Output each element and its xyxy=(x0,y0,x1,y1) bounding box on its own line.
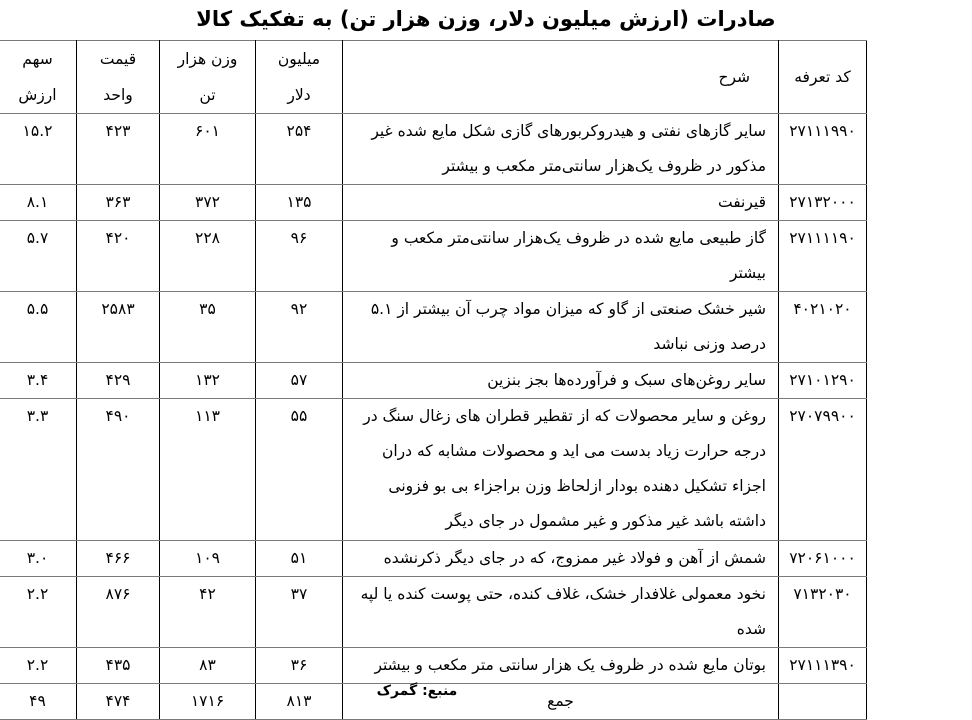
row-code: ۲۷۱۰۱۲۹۰ xyxy=(779,363,867,399)
row-unit-price: ۴۳۵ xyxy=(77,648,160,684)
row-value-musd: ۵۷ xyxy=(256,363,343,399)
table-row xyxy=(0,114,867,185)
table-row xyxy=(0,541,867,577)
row-code: ۷۱۳۲۰۳۰ xyxy=(779,577,867,648)
row-weight-kt: ۱۱۳ xyxy=(160,399,256,541)
row-weight-kt: ۸۳ xyxy=(160,648,256,684)
total-unit-price: ۴۷۴ xyxy=(77,684,160,720)
row-value-share: ۲.۲ xyxy=(0,648,77,684)
header-weight-kt: وزن هزار تن xyxy=(160,41,256,114)
table-row xyxy=(0,221,867,292)
row-value-musd: ۵۱ xyxy=(256,541,343,577)
row-code: ۲۷۰۷۹۹۰۰ xyxy=(779,399,867,541)
row-unit-price: ۴۲۰ xyxy=(77,221,160,292)
row-value-musd: ۱۳۵ xyxy=(256,185,343,221)
row-value-share: ۱۵.۲ xyxy=(0,114,77,185)
row-value-musd: ۲۵۴ xyxy=(256,114,343,185)
row-description: شیر خشک صنعتی از گاو که میزان مواد چرب آن بیشتر از ۵.۱ درصد وزنی نباشد xyxy=(343,292,779,363)
total-value-musd: ۸۱۳ xyxy=(256,684,343,720)
table-row xyxy=(0,185,867,221)
row-code: ۲۷۱۱۱۳۹۰ xyxy=(779,648,867,684)
table-row xyxy=(0,363,867,399)
row-weight-kt: ۱۳۲ xyxy=(160,363,256,399)
header-row xyxy=(0,41,867,114)
row-unit-price: ۸۷۶ xyxy=(77,577,160,648)
header-value-share: سهم ارزش xyxy=(0,41,77,114)
row-description: سایر روغن‌های سبک و فرآورده‌ها بجز بنزین xyxy=(343,363,779,399)
row-description: قیرنفت xyxy=(343,185,779,221)
table-row xyxy=(0,399,867,541)
row-value-musd: ۵۵ xyxy=(256,399,343,541)
row-unit-price: ۳۶۳ xyxy=(77,185,160,221)
row-description: شمش از آهن و فولاد غیر ممزوج، که در جای دیگر ذکرنشده xyxy=(343,541,779,577)
table-row xyxy=(0,292,867,363)
row-value-musd: ۳۷ xyxy=(256,577,343,648)
row-unit-price: ۴۶۶ xyxy=(77,541,160,577)
row-weight-kt: ۳۷۲ xyxy=(160,185,256,221)
row-value-musd: ۹۲ xyxy=(256,292,343,363)
row-description: روغن و سایر محصولات که از تقطیر قطران های زغال سنگ در درجه حرارت زیاد بدست می اید و محصولات مشابه که دران اجزاء تشکیل دهنده بودار ازلحاظ وزن براجزاء بی بو فزونی داشته باشد غیر مذکور و غیر مشمول در جای دیگر xyxy=(343,399,779,541)
source-note: منبع: گمرک xyxy=(376,683,458,699)
row-value-share: ۵.۵ xyxy=(0,292,77,363)
row-unit-price: ۲۵۸۳ xyxy=(77,292,160,363)
row-value-share: ۳.۴ xyxy=(0,363,77,399)
row-description: سایر گازهای نفتی و هیدروکربورهای گازی شکل مایع شده غیر مذکور در ظروف یک‌هزار سانتی‌متر مکعب و بیشتر xyxy=(343,114,779,185)
header-code: کد تعرفه xyxy=(779,41,867,114)
row-weight-kt: ۱۰۹ xyxy=(160,541,256,577)
row-code: ۲۷۱۱۱۹۹۰ xyxy=(779,114,867,185)
row-value-musd: ۹۶ xyxy=(256,221,343,292)
table-row xyxy=(0,648,867,684)
row-description: بوتان مایع شده در ظروف یک هزار سانتی متر مکعب و بیشتر xyxy=(343,648,779,684)
row-unit-price: ۴۲۹ xyxy=(77,363,160,399)
row-unit-price: ۴۲۳ xyxy=(77,114,160,185)
header-unit-price: قیمت واحد xyxy=(77,41,160,114)
row-weight-kt: ۴۲ xyxy=(160,577,256,648)
table-row xyxy=(0,577,867,648)
row-unit-price: ۴۹۰ xyxy=(77,399,160,541)
row-code: ۲۷۱۱۱۱۹۰ xyxy=(779,221,867,292)
row-value-share: ۸.۱ xyxy=(0,185,77,221)
row-description: گاز طبیعی مایع شده در ظروف یک‌هزار سانتی‌متر مکعب و بیشتر xyxy=(343,221,779,292)
row-value-share: ۳.۰ xyxy=(0,541,77,577)
row-value-share: ۳.۳ xyxy=(0,399,77,541)
header-description: شرح xyxy=(343,41,779,114)
header-value-musd: میلیون دلار xyxy=(256,41,343,114)
total-label: جمع xyxy=(343,684,779,720)
exports-table xyxy=(0,40,867,720)
row-code: ۴۰۲۱۰۲۰ xyxy=(779,292,867,363)
total-weight-kt: ۱۷۱۶ xyxy=(160,684,256,720)
row-weight-kt: ۶۰۱ xyxy=(160,114,256,185)
row-value-musd: ۳۶ xyxy=(256,648,343,684)
row-code: ۲۷۱۳۲۰۰۰ xyxy=(779,185,867,221)
row-description: نخود معمولی غلافدار خشک، غلاف کنده، حتی پوست کنده یا لپه شده xyxy=(343,577,779,648)
row-code: ۷۲۰۶۱۰۰۰ xyxy=(779,541,867,577)
row-weight-kt: ۲۲۸ xyxy=(160,221,256,292)
row-weight-kt: ۳۵ xyxy=(160,292,256,363)
table-title: صادرات (ارزش میلیون دلار، وزن هزار تن) به تفکیک کالا xyxy=(196,7,776,31)
row-value-share: ۵.۷ xyxy=(0,221,77,292)
total-value-share: ۴۹ xyxy=(0,684,77,720)
row-value-share: ۲.۲ xyxy=(0,577,77,648)
